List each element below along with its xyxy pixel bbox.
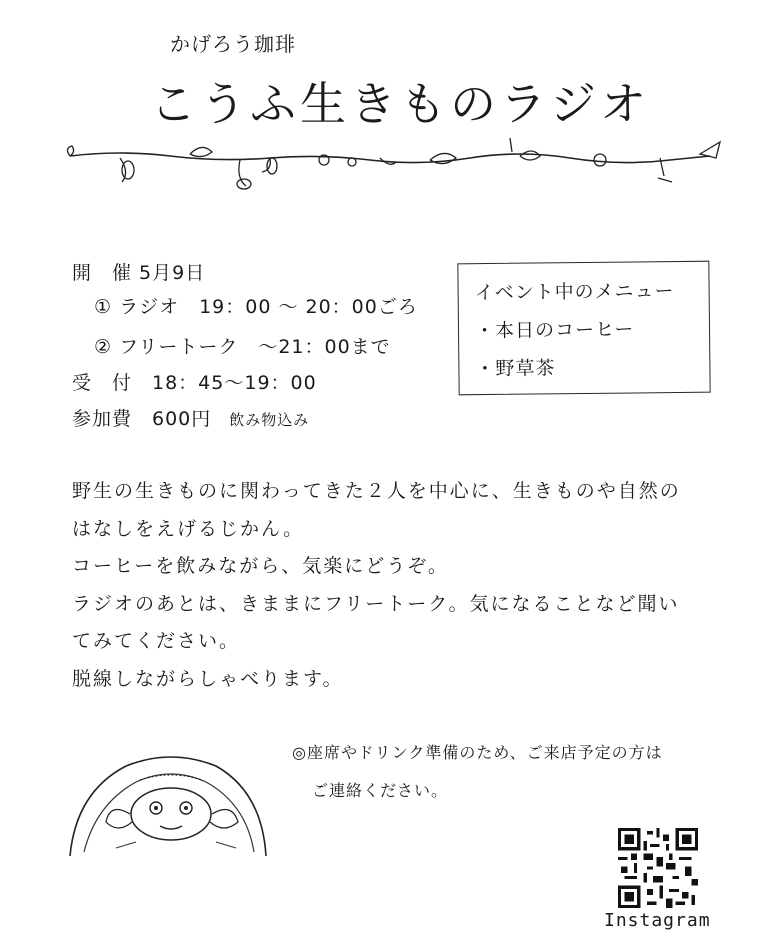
description-line: てみてください。: [72, 630, 241, 652]
description-line: ラジオのあとは、きままにフリートーク。気になることなど聞い: [72, 592, 680, 615]
schedule-radio: ① ラジオ 19：00 ～ 20：00ごろ: [94, 296, 418, 318]
reservation-notice: [292, 740, 663, 816]
page-title: こうふ生きものラジオ: [150, 77, 650, 131]
menu-heading: イベント中のメニュー: [474, 280, 675, 305]
instagram-label[interactable]: Instagram: [604, 910, 711, 931]
description-line: コーヒーを飲みながら、気楽にどうぞ。: [72, 555, 449, 577]
participation-fee: [72, 404, 309, 431]
reception-time: 受 付 18：45～19：00: [72, 372, 317, 394]
notice-line: ご連絡ください。: [312, 781, 449, 800]
schedule-free-talk: ② フリートーク ～21：00まで: [94, 336, 391, 358]
menu-item-herbal-tea: ・野草茶: [475, 357, 556, 381]
description: [72, 476, 722, 701]
fish-illustration: [66, 752, 276, 862]
event-date: 開 催 5月9日: [72, 262, 206, 284]
qr-code-icon[interactable]: [618, 828, 698, 908]
description-line: 野生の生きものに関わってきた２人を中心に、生きものや自然の: [72, 480, 681, 502]
menu-item-coffee: ・本日のコーヒー: [474, 318, 635, 343]
notice-line: ◎座席やドリンク準備のため、ご来店予定の方は: [292, 743, 663, 762]
fee-note: 飲み物込み: [229, 411, 310, 429]
vine-decoration: [60, 128, 740, 198]
fee-amount: 参加費 600円: [72, 408, 212, 430]
shop-name: かげろう珈琲: [170, 32, 296, 56]
description-line: はなしをえげるじかん。: [72, 517, 305, 540]
description-line: 脱線しながらしゃべります。: [72, 667, 344, 690]
event-menu-box: [457, 261, 710, 396]
